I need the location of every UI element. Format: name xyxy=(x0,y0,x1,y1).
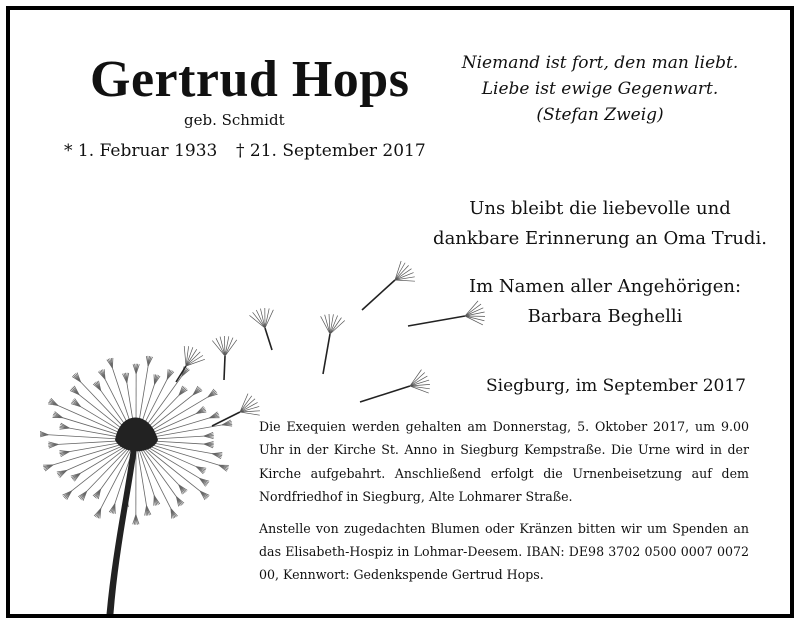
dandelion-illustration xyxy=(40,250,500,618)
birth-name: geb. Schmidt xyxy=(184,111,285,129)
flying-seeds xyxy=(176,261,485,426)
dandelion-center xyxy=(115,418,158,452)
memory-text xyxy=(430,194,770,254)
death-date: † 21. September 2017 xyxy=(236,141,426,161)
obituary-frame xyxy=(6,6,794,618)
funeral-paragraph: Die Exequien werden gehalten am Donnerstag, 5. Oktober 2017, um 9.00 Uhr in der Kirche St. Anno in Siegburg Kempstraße. Die Urne wird in der Kirche aufgebahrt. Anschließend erfolgt die Urnenbeisetzung auf dem Nordfriedhof in Siegburg, Alte Lohmarer Straße. xyxy=(259,419,749,505)
quote-author: (Stefan Zweig) xyxy=(536,105,664,125)
quote-line: Niemand ist fort, den man liebt. xyxy=(461,53,739,73)
donation-paragraph: Anstelle von zugedachten Blumen oder Kränzen bitten wir um Spenden an das Elisabeth-Hospiz in Lohmar-Deesem. IBAN: DE98 3702 0500 0007 0072 00, Kennwort: Gedenkspende Gertrud Hops. xyxy=(259,520,749,583)
family-intro: Im Namen aller Angehörigen: xyxy=(468,276,742,297)
signer-name: Barbara Beghelli xyxy=(527,306,683,327)
memory-line: dankbare Erinnerung an Oma Trudi. xyxy=(433,228,767,249)
birth-date: * 1. Februar 1933 xyxy=(64,141,218,161)
quote-line: Liebe ist ewige Gegenwart. xyxy=(481,79,719,99)
memory-line: Uns bleibt die liebevolle und xyxy=(469,198,731,219)
place-date: Siegburg, im September 2017 xyxy=(486,376,746,396)
quote-block xyxy=(450,50,750,128)
deceased-name: Gertrud Hops xyxy=(90,51,410,108)
